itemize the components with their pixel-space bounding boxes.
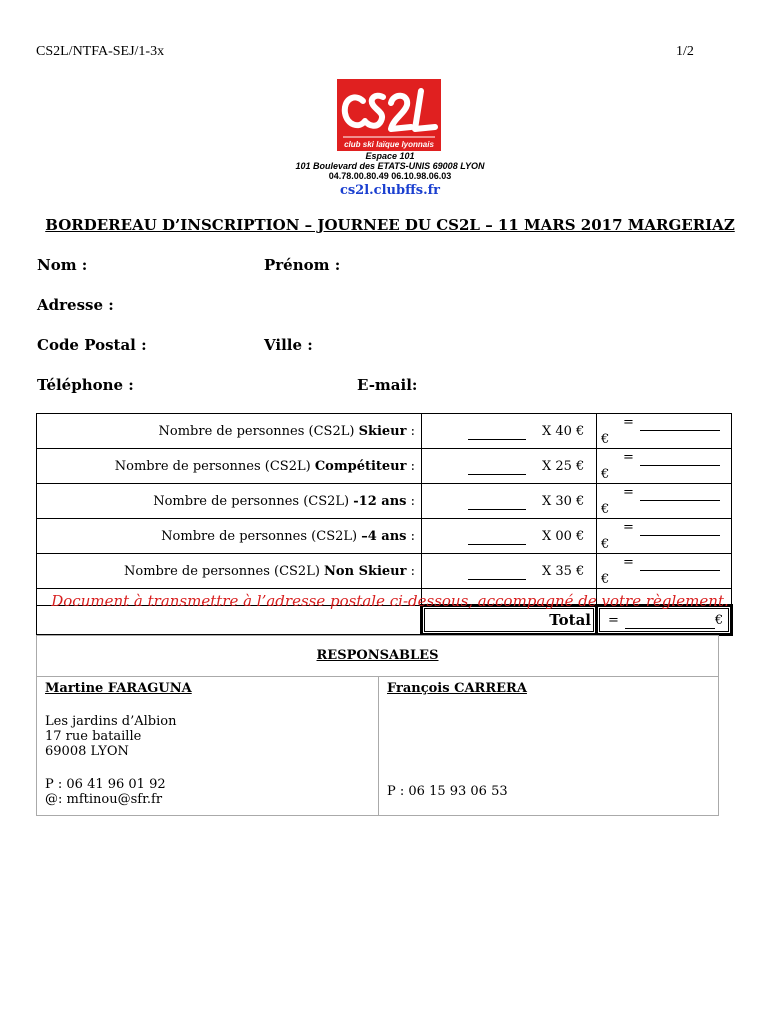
responsable-right-phone: P : 06 15 93 06 53 <box>387 784 508 799</box>
equals-sign: = <box>608 612 619 628</box>
euro-sign: € <box>714 612 724 628</box>
document-reference: CS2L/NTFA-SEJ/1-3x <box>36 44 165 59</box>
unit-price: X 25 € <box>542 458 585 474</box>
pricing-row <box>37 449 732 484</box>
pricing-row-label <box>37 519 422 554</box>
quantity-cell[interactable] <box>422 449 597 484</box>
responsables-table <box>36 635 719 816</box>
subtotal-cell[interactable] <box>597 449 732 484</box>
pricing-category: Non Skieur <box>324 563 407 579</box>
pricing-label-suffix: : <box>406 563 415 579</box>
equals-sign: = <box>623 415 634 430</box>
equals-sign: = <box>623 450 634 465</box>
responsable-left-addr1: Les jardins d’Albion <box>45 714 177 729</box>
pricing-label-prefix: Nombre de personnes (CS2L) <box>114 458 315 474</box>
responsable-right <box>379 677 719 816</box>
subtotal-blank[interactable] <box>640 418 720 431</box>
cs2l-logo <box>337 79 441 151</box>
pricing-label-suffix: : <box>406 423 415 439</box>
label-telephone: Téléphone : <box>37 376 134 394</box>
pricing-label-suffix: : <box>406 493 415 509</box>
quantity-blank[interactable] <box>468 567 526 580</box>
club-website[interactable]: cs2l.clubffs.fr <box>339 183 441 198</box>
unit-price: X 30 € <box>542 493 585 509</box>
page-title: BORDEREAU D’INSCRIPTION – JOURNEE DU CS2L – 11 MARS 2017 MARGERIAZ <box>45 216 735 234</box>
page-number: 1/2 <box>676 44 694 59</box>
club-space: Espace 101 <box>365 151 415 161</box>
pricing-row-label <box>37 484 422 519</box>
subtotal-blank[interactable] <box>640 453 720 466</box>
responsable-right-name: François CARRERA <box>387 681 527 696</box>
club-phones: 04.78.00.80.49 06.10.98.06.03 <box>328 171 452 181</box>
subtotal-cell[interactable] <box>597 554 732 589</box>
pricing-row-label <box>37 414 422 449</box>
responsable-left-addr2: 17 rue bataille <box>45 729 142 744</box>
label-ville: Ville : <box>264 336 313 354</box>
quantity-blank[interactable] <box>468 462 526 475</box>
label-nom: Nom : <box>37 256 88 274</box>
label-prenom: Prénom : <box>264 256 341 274</box>
quantity-cell[interactable] <box>422 554 597 589</box>
pricing-label-prefix: Nombre de personnes (CS2L) <box>161 528 362 544</box>
pricing-label-prefix: Nombre de personnes (CS2L) <box>158 423 359 439</box>
euro-sign: € <box>601 502 610 517</box>
transmission-notice: Document à transmettre à l’adresse postale ci-dessous, accompagné de votre règlement. <box>51 592 729 610</box>
label-adresse: Adresse : <box>37 296 114 314</box>
responsable-left-email[interactable]: @: mftinou@sfr.fr <box>45 792 163 807</box>
quantity-cell[interactable] <box>422 484 597 519</box>
quantity-cell[interactable] <box>422 414 597 449</box>
responsable-left <box>37 677 379 816</box>
subtotal-cell[interactable] <box>597 484 732 519</box>
quantity-blank[interactable] <box>468 427 526 440</box>
total-blank[interactable] <box>625 616 715 629</box>
pricing-label-prefix: Nombre de personnes (CS2L) <box>153 493 354 509</box>
euro-sign: € <box>601 572 610 587</box>
subtotal-blank[interactable] <box>640 523 720 536</box>
pricing-row <box>37 519 732 554</box>
subtotal-cell[interactable] <box>597 519 732 554</box>
quantity-cell[interactable] <box>422 519 597 554</box>
subtotal-blank[interactable] <box>640 558 720 571</box>
pricing-label-suffix: : <box>406 458 415 474</box>
quantity-blank[interactable] <box>468 497 526 510</box>
equals-sign: = <box>623 520 634 535</box>
responsable-left-phone: P : 06 41 96 01 92 <box>45 777 166 792</box>
equals-sign: = <box>623 555 634 570</box>
responsables-heading: RESPONSABLES <box>37 636 719 677</box>
euro-sign: € <box>601 432 610 447</box>
responsable-left-name: Martine FARAGUNA <box>45 681 192 696</box>
subtotal-blank[interactable] <box>640 488 720 501</box>
quantity-blank[interactable] <box>468 532 526 545</box>
total-label: Total <box>422 606 597 635</box>
pricing-label-suffix: : <box>406 528 415 544</box>
pricing-row <box>37 554 732 589</box>
euro-sign: € <box>601 537 610 552</box>
responsable-left-addr3: 69008 LYON <box>45 744 129 759</box>
pricing-label-prefix: Nombre de personnes (CS2L) <box>124 563 325 579</box>
pricing-row-label <box>37 554 422 589</box>
pricing-row-label <box>37 449 422 484</box>
club-address: 101 Boulevard des ETATS-UNIS 69008 LYON <box>295 161 485 171</box>
unit-price: X 00 € <box>542 528 585 544</box>
pricing-row <box>37 484 732 519</box>
unit-price: X 35 € <box>542 563 585 579</box>
pricing-row <box>37 414 732 449</box>
pricing-category: Compétiteur <box>314 458 407 474</box>
label-code-postal: Code Postal : <box>37 336 147 354</box>
subtotal-cell[interactable] <box>597 414 732 449</box>
label-email: E-mail: <box>357 376 418 394</box>
svg-text:club ski laïque lyonnais: club ski laïque lyonnais <box>344 140 434 149</box>
euro-sign: € <box>601 467 610 482</box>
pricing-category: –4 ans <box>361 528 407 544</box>
pricing-category: Skieur <box>358 423 407 439</box>
equals-sign: = <box>623 485 634 500</box>
unit-price: X 40 € <box>542 423 585 439</box>
pricing-category: -12 ans <box>353 493 407 509</box>
